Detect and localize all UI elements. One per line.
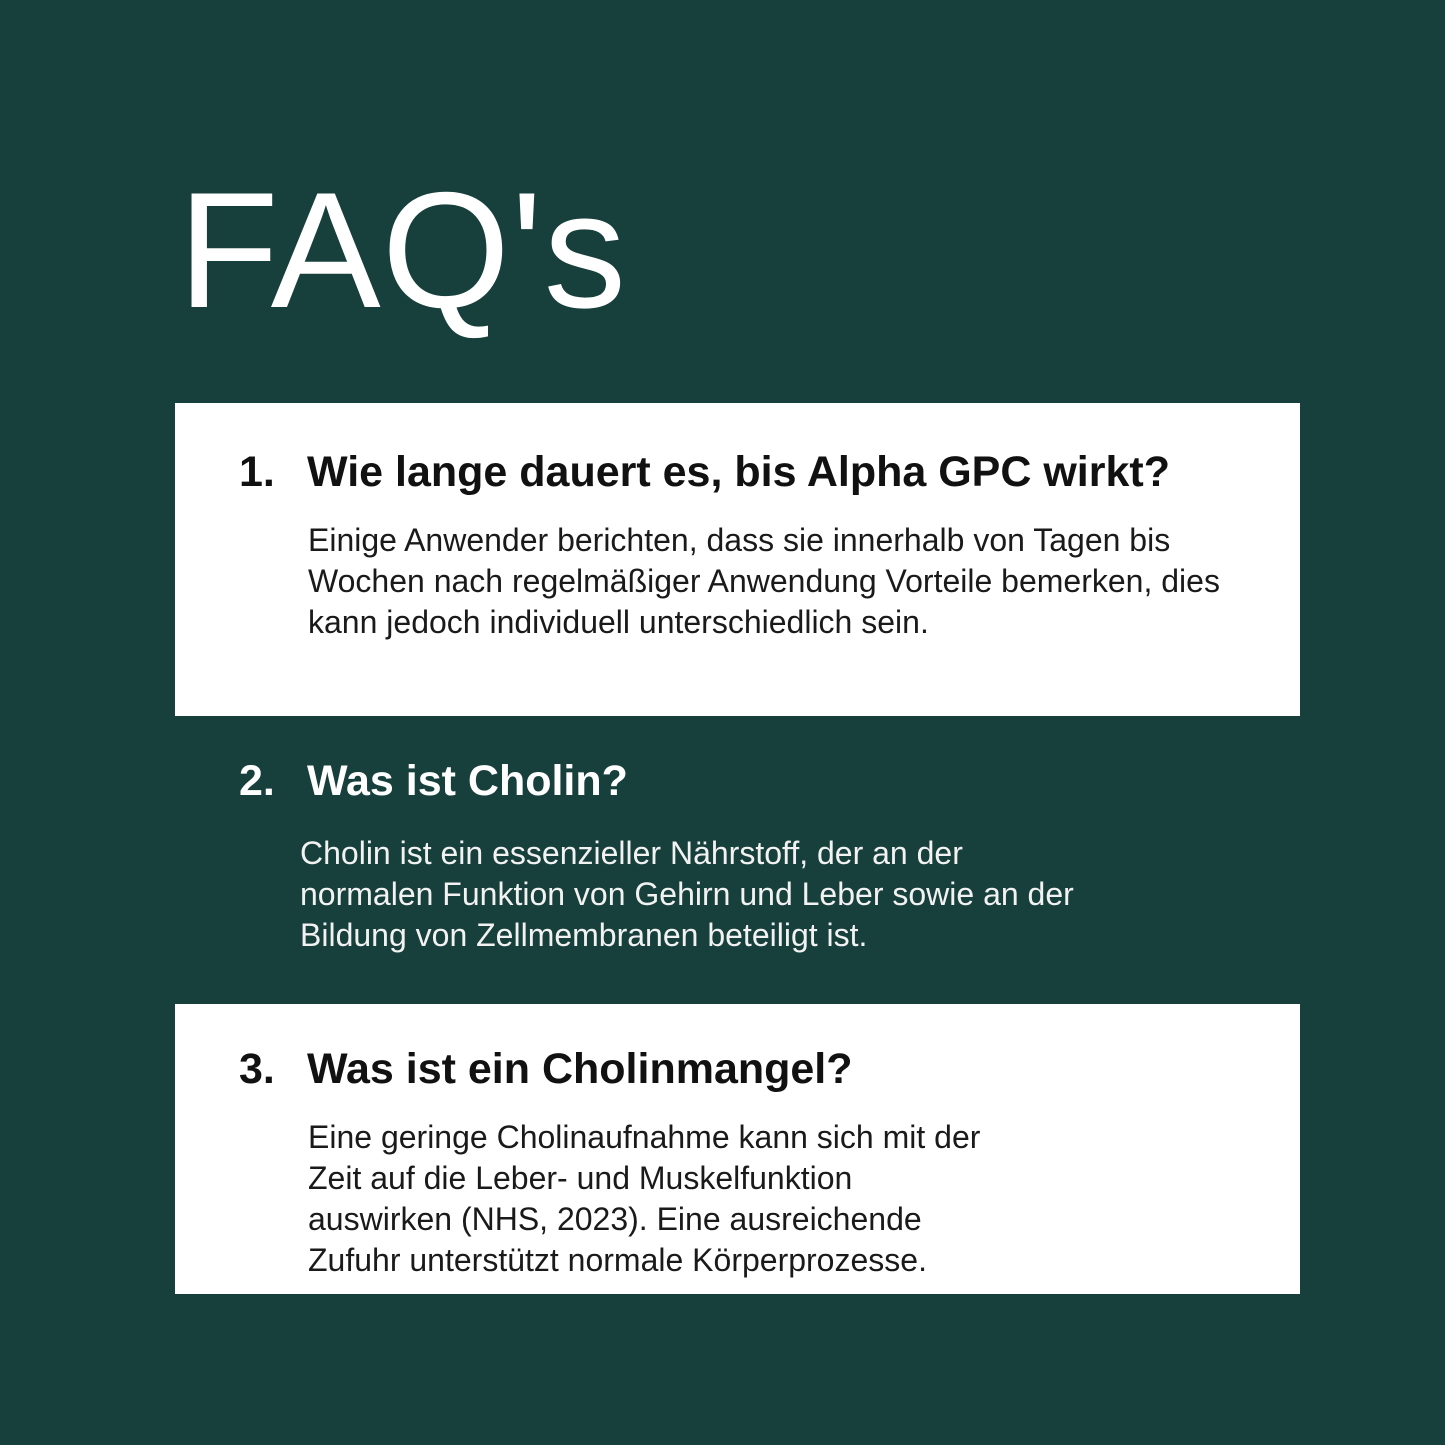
faq-item-1 xyxy=(175,403,1300,716)
faq-question-text: Was ist Cholin? xyxy=(307,757,628,805)
faq-answer-text: Eine geringe Cholinaufnahme kann sich mit der Zeit auf die Leber- und Muskelfunktion auswirken (NHS, 2023). Eine ausreichende Zufuhr unterstützt normale Körperprozesse. xyxy=(308,1118,981,1278)
faq-item-2 xyxy=(175,756,1300,986)
faq-item-number: 1. xyxy=(239,448,275,496)
faq-answer-text: Einige Anwender berichten, dass sie innerhalb von Tagen bis Wochen nach regelmäßiger Anwendung Vorteile bemerken, dies kann jedoch individuell unterschiedlich sein. xyxy=(308,521,1220,640)
faq-item-number: 2. xyxy=(239,757,275,805)
faq-question-text: Wie lange dauert es, bis Alpha GPC wirkt? xyxy=(307,448,1170,496)
faq-question-row xyxy=(175,1044,1300,1095)
page-title: FAQ's xyxy=(178,158,628,342)
faq-question-row xyxy=(175,756,1300,807)
faq-answer-text: Cholin ist ein essenzieller Nährstoff, der an der normalen Funktion von Gehirn und Leber sowie an der Bildung von Zellmembranen beteiligt ist. xyxy=(300,834,1074,953)
faq-question-row xyxy=(175,447,1300,498)
faq-question-text: Was ist ein Cholinmangel? xyxy=(307,1045,853,1093)
faq-item-3 xyxy=(175,1004,1300,1294)
faq-item-number: 3. xyxy=(239,1045,275,1093)
